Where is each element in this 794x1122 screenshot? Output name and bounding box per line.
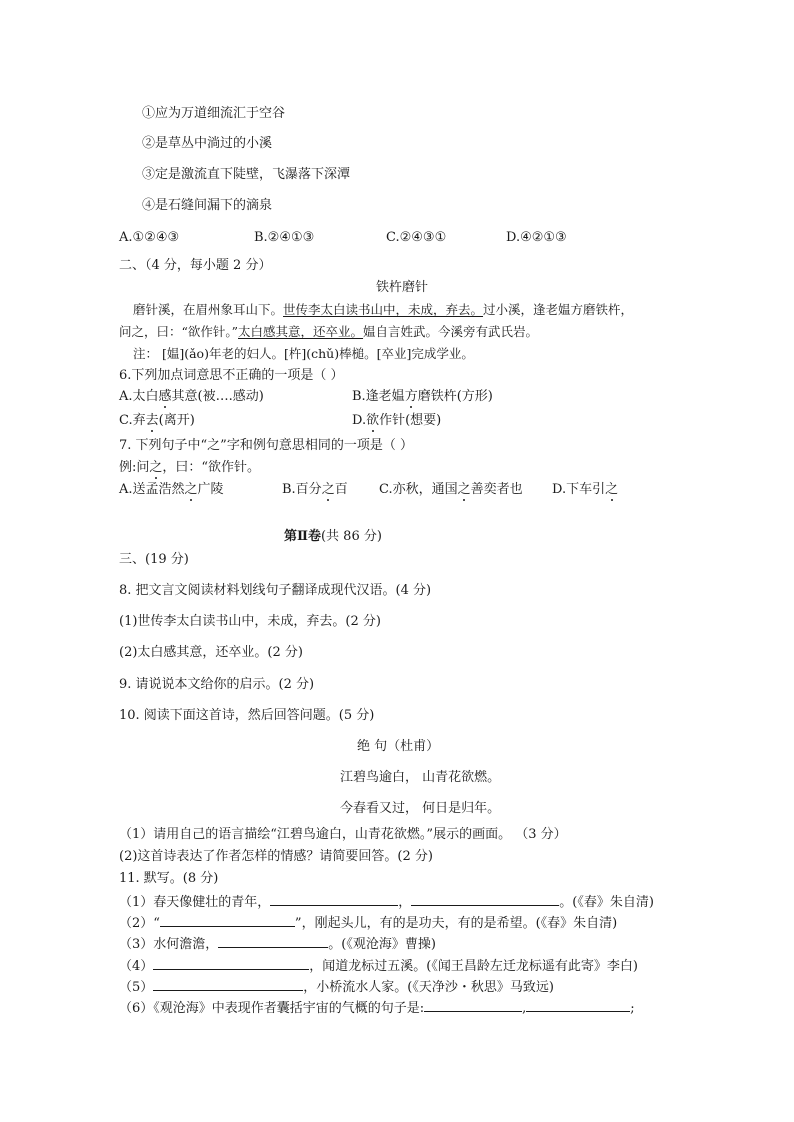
example-text: 例:问 [119, 460, 150, 475]
q10-part-2: (2)这首诗表达了作者怎样的情感？请简要回答。(2 分) [119, 849, 433, 864]
q6-option-b [352, 389, 493, 405]
dictation-text: ，闻道龙标过五溪。(《闻王昌龄左迁龙标遥有此寄》李白) [309, 959, 638, 974]
answer-blank[interactable] [153, 957, 309, 970]
option-text: 善奕者也 [470, 482, 523, 497]
option-text: 其意(被….感动) [171, 389, 264, 404]
underlined-sentence-2: 太白感其意，还卒业。 [238, 324, 364, 339]
q8-part-2: (2)太白感其意，还卒业。(2 分) [119, 645, 303, 660]
option-text: 广陵 [197, 482, 224, 497]
answer-blank[interactable] [526, 999, 630, 1012]
option-text: B.百分 [282, 482, 322, 497]
poem-title: 绝 句（杜甫） [357, 739, 440, 754]
q11-line-5 [119, 978, 554, 996]
q5-option-2: ②是草丛中淌过的小溪 [142, 136, 273, 151]
q11-line-2 [119, 914, 617, 932]
part-2-title-bold: 第Ⅱ卷 [284, 529, 321, 544]
underlined-sentence-1: 世传李太白读书山中，未成，弃去。 [283, 302, 484, 317]
option-text: D.下车引 [552, 482, 606, 497]
q7-option-b [282, 482, 348, 498]
q7-option-a [119, 482, 224, 498]
q7-example [119, 460, 260, 476]
part-2-title-score: (共 86 分) [320, 529, 382, 544]
dictation-text: ，小桥流水人家。(《天净沙・秋思》马致远) [303, 980, 554, 995]
option-text: 百 [334, 482, 348, 497]
dictation-text: ; [630, 1001, 635, 1016]
option-text: A.太白 [119, 389, 159, 404]
q5-choice-d: D.④②①③ [506, 230, 567, 245]
dictation-text: （4） [119, 959, 154, 974]
option-text: D. [352, 413, 367, 428]
option-text: 作针(想要) [379, 413, 442, 428]
option-text: C.亦秋，通国 [379, 482, 458, 497]
passage-line-2 [119, 324, 538, 340]
q11-line-4 [119, 957, 638, 975]
answer-blank[interactable] [411, 893, 559, 906]
q8-stem: 8. 把文言文阅读材料划线句子翻译成现代汉语。(4 分) [119, 583, 432, 598]
dictation-text: 。(《观沧海》曹操) [328, 937, 436, 952]
dotted-word: 之 [321, 482, 335, 497]
q6-option-a [119, 389, 264, 405]
dotted-word: 方 [404, 389, 418, 404]
q6-stem: 6.下列加点词意思不正确的一项是（ ） [119, 368, 344, 383]
answer-blank[interactable] [153, 978, 303, 991]
dotted-word: 欲 [366, 413, 380, 428]
q5-choice-b: B.②④①③ [254, 230, 315, 245]
option-text: B.逢老媪 [352, 389, 405, 404]
answer-blank[interactable] [160, 914, 295, 927]
dictation-text: （2）“ [119, 916, 160, 931]
q11-line-6 [119, 999, 635, 1017]
dotted-word: 之 [184, 482, 198, 497]
dotted-word: 感 [158, 389, 172, 404]
q6-option-c [119, 413, 195, 429]
dotted-word: 去 [145, 413, 159, 428]
option-text: A.送孟浩然 [119, 482, 185, 497]
answer-blank[interactable] [424, 999, 522, 1012]
part-2-title [284, 529, 382, 545]
q5-option-3: ③定是激流直下陡壁，飞瀑落下深潭 [142, 167, 351, 182]
passage-title: 铁杵磨针 [376, 280, 429, 295]
section-2-header: 二、（4 分，每小题 2 分） [119, 258, 272, 273]
answer-blank[interactable] [270, 893, 398, 906]
answer-blank[interactable] [218, 935, 328, 948]
option-text: (离开) [158, 413, 195, 428]
dotted-word: 之 [605, 482, 619, 497]
q11-line-3 [119, 935, 436, 953]
q11-stem: 11. 默写。(8 分) [119, 871, 219, 886]
passage-text: 过小溪，逢老媪方磨铁杵， [483, 302, 634, 317]
dictation-text: （5） [119, 980, 154, 995]
dotted-word: 之 [149, 460, 163, 475]
poem-line-1: 江碧鸟逾白， 山青花欲燃。 [340, 770, 501, 785]
dictation-text: （6）《观沧海》中表现作者囊括宇宙的气概的句子是: [119, 1001, 425, 1016]
dictation-text: ”，刚起头儿，有的是功夫，有的是希望。(《春》朱自清) [294, 916, 618, 931]
passage-text: 磨针溪，在眉州象耳山下。 [133, 302, 284, 317]
dictation-text: ， [398, 895, 412, 910]
passage-note: 注： [媪](ǎo)年老的妇人。[杵](chǔ)棒槌。[卒业]完成学业。 [133, 346, 474, 361]
q5-choice-a: A.①②④③ [119, 230, 180, 245]
dotted-word: 之 [457, 482, 471, 497]
q7-option-d [552, 482, 618, 498]
passage-text: 问之，曰：“欲作针。” [119, 324, 239, 339]
q7-option-c [379, 482, 523, 498]
q7-stem: 7. 下列句子中“之”字和例句意思相同的一项是（ ） [119, 438, 413, 453]
q6-option-d [352, 413, 441, 429]
passage-text: 媪自言姓武。今溪旁有武氏岩。 [363, 324, 539, 339]
dictation-text: （1）春天像健壮的青年， [119, 895, 271, 910]
passage-line-1 [133, 302, 633, 318]
q11-line-1 [119, 893, 654, 911]
q10-stem: 10. 阅读下面这首诗，然后回答问题。(5 分) [119, 708, 375, 723]
section-3-header: 三、(19 分) [119, 552, 189, 567]
q5-option-4: ④是石缝间漏下的滴泉 [142, 198, 273, 213]
example-text: ，曰：“欲作针。 [162, 460, 261, 475]
poem-line-2: 今春看又过， 何日是归年。 [340, 801, 501, 816]
q5-option-1: ①应为万道细流汇于空谷 [142, 106, 286, 121]
q9-stem: 9. 请说说本文给你的启示。(2 分) [119, 677, 315, 692]
dictation-text: , [522, 1001, 527, 1016]
q10-part-1: （1）请用自己的语言描绘“江碧鸟逾白，山青花欲燃。”展示的画面。 （3 分） [119, 827, 567, 842]
option-text: C.弃 [119, 413, 146, 428]
q5-choice-c: C.②④③① [386, 230, 447, 245]
dictation-text: （3）水何澹澹， [119, 937, 219, 952]
option-text: 磨铁杵(方形) [417, 389, 493, 404]
q8-part-1: (1)世传李太白读书山中，未成，弃去。(2 分) [119, 614, 381, 629]
dictation-text: 。(《春》朱自清) [559, 895, 654, 910]
